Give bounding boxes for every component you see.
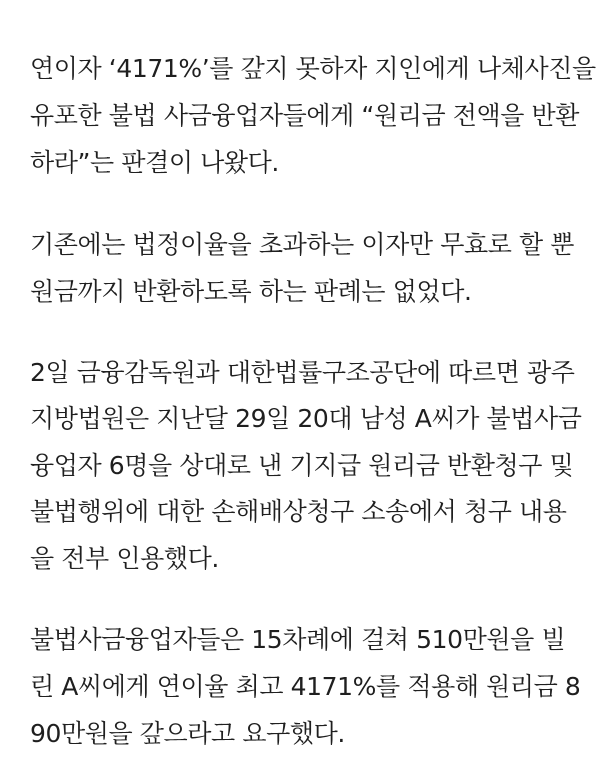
- text-line: 하라”는 판결이 나왔다.: [30, 148, 279, 177]
- text-line: 불법행위에 대한 손해배상청구 소송에서 청구 내용: [30, 497, 567, 526]
- text-line: 린 A씨에게 연이율 최고 4171%를 적용해 원리금 8: [30, 672, 581, 701]
- text-line: 연이자 ‘4171%’를 갚지 못하자 지인에게 나체사진을: [30, 54, 596, 83]
- text-line: 유포한 불법 사금융업자들에게 “원리금 전액을 반환: [30, 101, 580, 130]
- text-line: 융업자 6명을 상대로 낸 기지급 원리금 반환청구 및: [30, 451, 574, 480]
- text-line: 2일 금융감독원과 대한법률구조공단에 따르면 광주: [30, 358, 575, 387]
- text-line: 지방법원은 지난달 29일 20대 남성 A씨가 불법사금: [30, 404, 582, 433]
- text-line: 90만원을 갚으라고 요구했다.: [30, 719, 345, 748]
- text-line: 기존에는 법정이율을 초과하는 이자만 무효로 할 뿐: [30, 230, 575, 259]
- text-line: 원금까지 반환하도록 하는 판례는 없었다.: [30, 277, 472, 306]
- text-line: 을 전부 인용했다.: [30, 544, 219, 573]
- text-line: 불법사금융업자들은 15차례에 걸쳐 510만원을 빌: [30, 625, 566, 654]
